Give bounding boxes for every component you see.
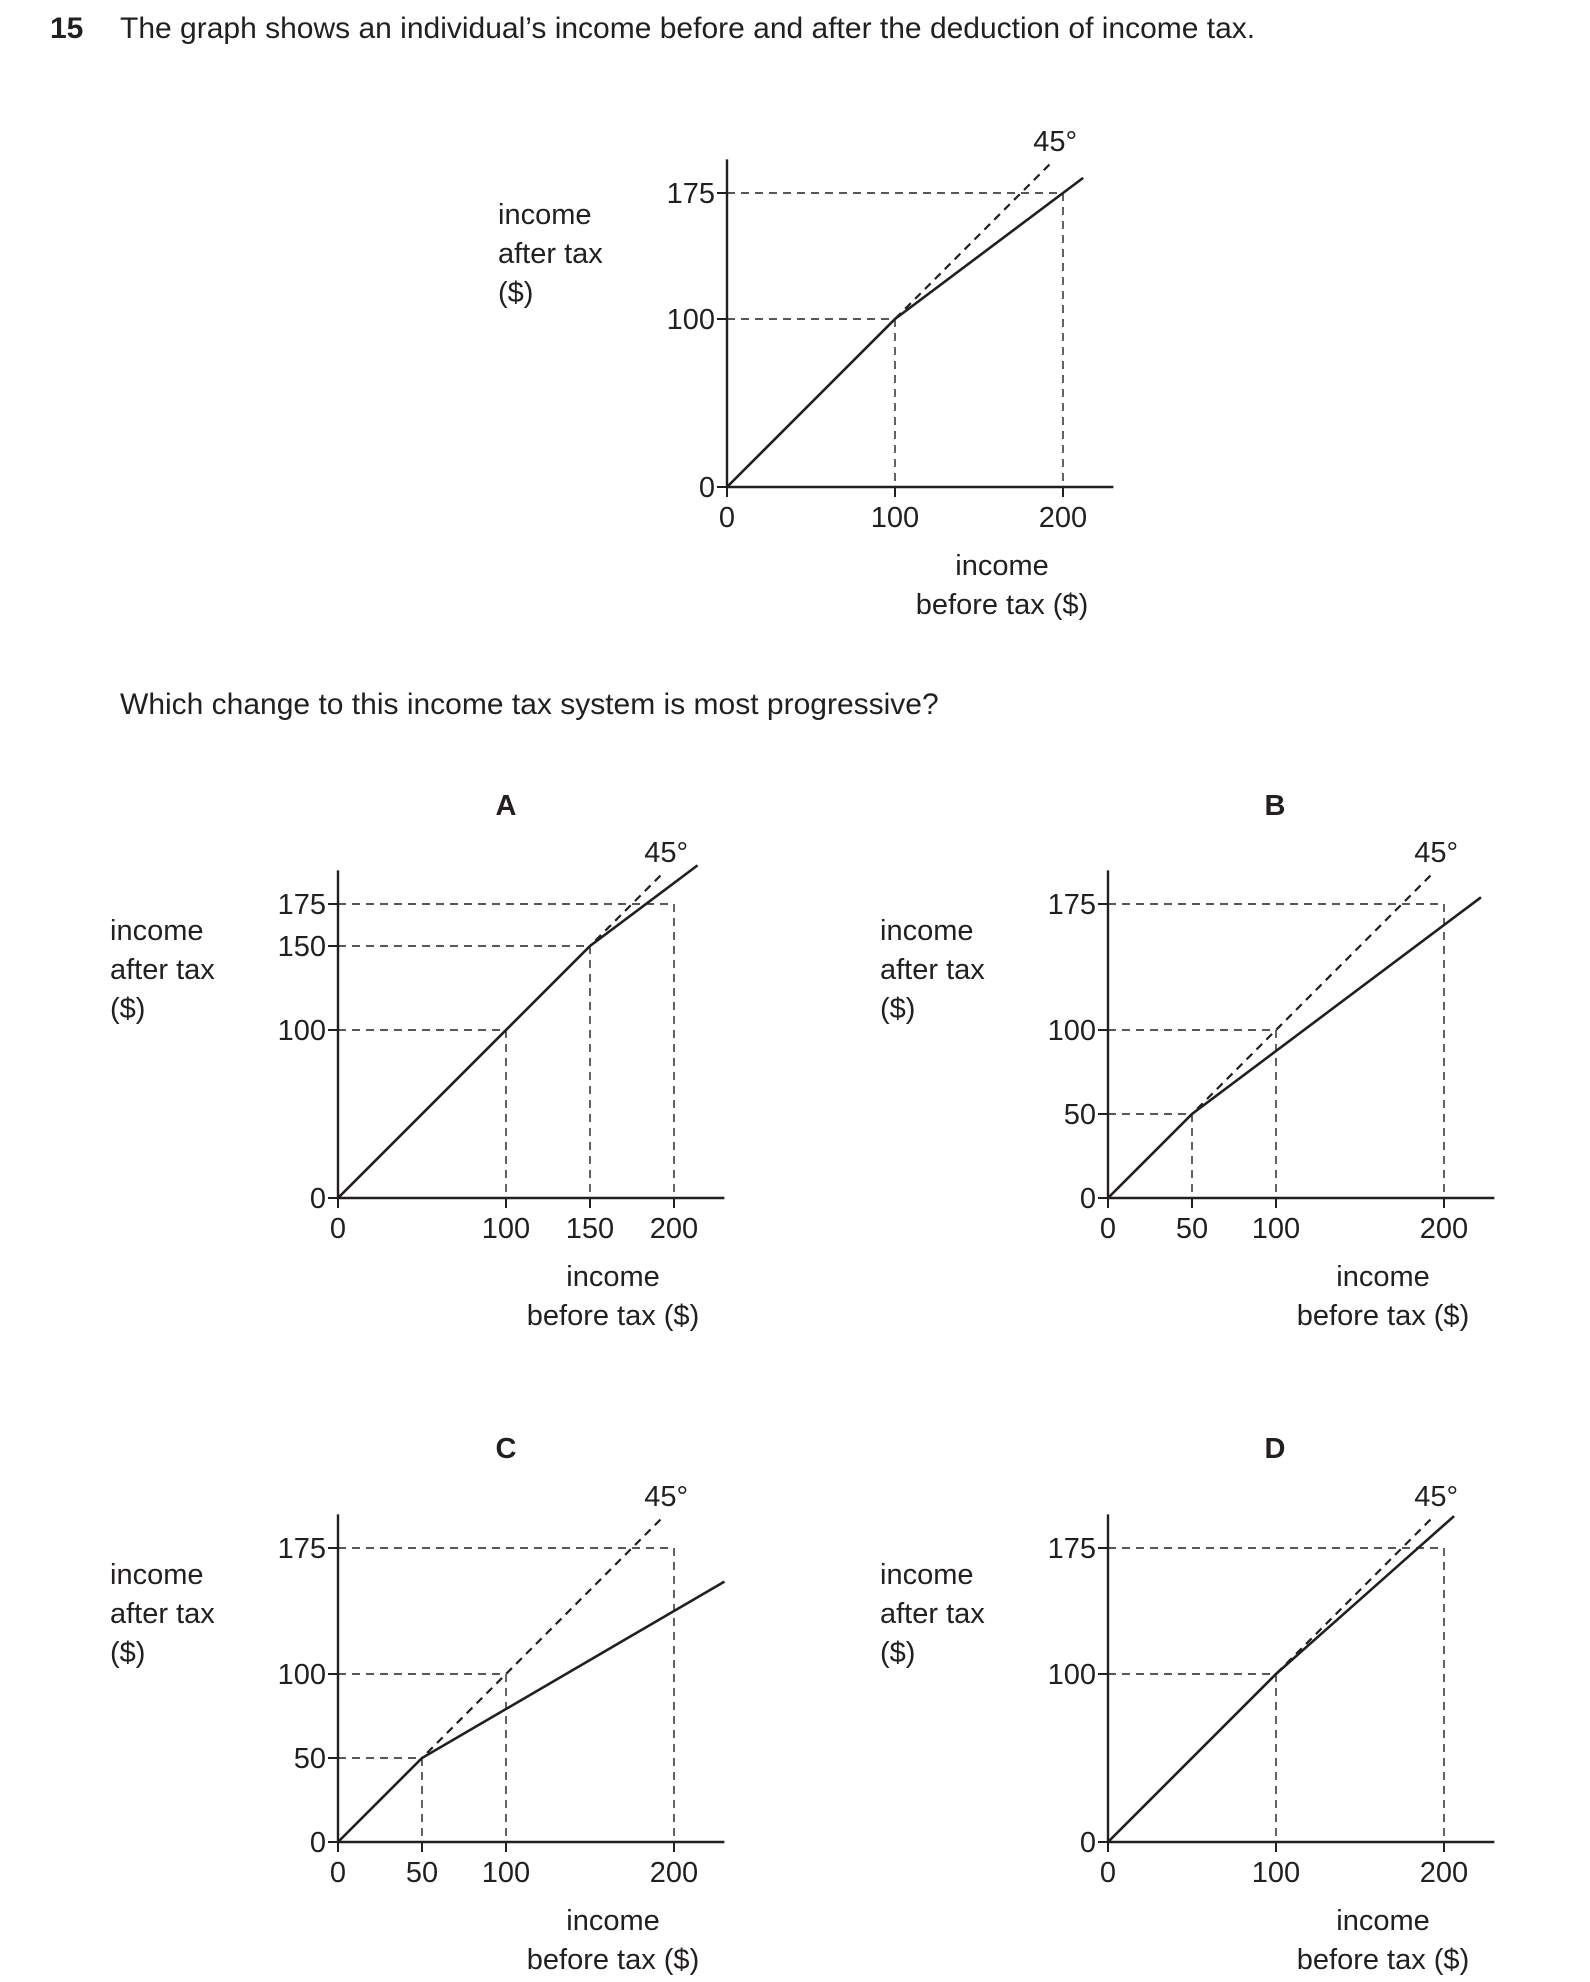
x-tick-label: 200 — [1419, 1857, 1469, 1889]
graph-d — [1048, 1481, 1495, 1976]
x-axis-label-line2: before tax ($) — [526, 1300, 700, 1332]
y-tick-label: 175 — [666, 178, 715, 210]
x-axis-label-line2: before tax ($) — [1296, 1300, 1470, 1332]
y-tick-label: 50 — [293, 1743, 326, 1775]
y-tick-label: 175 — [277, 889, 326, 921]
reference-line-label: 45° — [644, 836, 689, 869]
x-tick-label: 0 — [718, 502, 736, 534]
option-d-label: D — [1264, 1433, 1286, 1465]
x-tick-label: 150 — [565, 1213, 615, 1245]
question-text: The graph shows an individual’s income before and after the deduction of income tax. — [120, 12, 1256, 45]
x-axis-label-line1: income — [1336, 1905, 1430, 1937]
x-tick-label: 200 — [1038, 502, 1088, 534]
y-tick-label: 100 — [277, 1659, 326, 1691]
x-tick-label: 100 — [1251, 1857, 1301, 1889]
income-after-tax-line — [338, 865, 698, 1198]
x-tick-label: 0 — [1099, 1857, 1117, 1889]
y-tick-label: 0 — [698, 472, 715, 504]
x-axis-label-line2: before tax ($) — [1296, 1944, 1470, 1976]
x-tick-label: 100 — [481, 1213, 531, 1245]
x-tick-label: 100 — [870, 502, 920, 534]
y-tick-label: 0 — [309, 1827, 326, 1859]
income-after-tax-line — [727, 178, 1083, 487]
x-axis-label-line1: income — [955, 550, 1049, 582]
y-tick-label: 100 — [277, 1015, 326, 1047]
option-c-label: C — [495, 1433, 517, 1465]
c-y-axis-label: income after tax ($) — [110, 1559, 215, 1669]
y-tick-label: 150 — [277, 931, 326, 963]
b-y-axis-label: income after tax ($) — [880, 915, 985, 1025]
x-tick-label: 50 — [405, 1857, 439, 1889]
income-after-tax-line — [1108, 1516, 1454, 1842]
y-tick-label: 175 — [1047, 889, 1096, 921]
y-tick-label: 100 — [1047, 1659, 1096, 1691]
x-axis-label-line1: income — [566, 1905, 660, 1937]
a-y-axis-label: income after tax ($) — [110, 915, 215, 1025]
x-axis-label-line1: income — [566, 1261, 660, 1293]
x-axis-label-line2: before tax ($) — [915, 589, 1089, 621]
graph-b — [1048, 837, 1495, 1332]
d-y-axis-label: income after tax ($) — [880, 1559, 985, 1669]
y-tick-label: 175 — [1047, 1533, 1096, 1565]
main-y-axis-label: income after tax ($) — [498, 199, 603, 309]
x-tick-label: 0 — [329, 1857, 347, 1889]
reference-line-label: 45° — [1414, 1480, 1459, 1513]
y-tick-label: 0 — [309, 1183, 326, 1215]
x-tick-label: 0 — [1099, 1213, 1117, 1245]
x-tick-label: 200 — [649, 1213, 699, 1245]
x-tick-label: 200 — [649, 1857, 699, 1889]
x-tick-label: 0 — [329, 1213, 347, 1245]
reference-line-label: 45° — [1414, 836, 1459, 869]
income-after-tax-line — [338, 1582, 724, 1842]
y-tick-label: 0 — [1079, 1827, 1096, 1859]
main-graph — [667, 126, 1114, 621]
x-axis-label-line1: income — [1336, 1261, 1430, 1293]
x-axis-label-line2: before tax ($) — [526, 1944, 700, 1976]
option-a-label: A — [495, 790, 517, 822]
y-tick-label: 175 — [277, 1533, 326, 1565]
question-prompt: Which change to this income tax system is most progressive? — [120, 688, 939, 721]
graph-a — [278, 837, 725, 1332]
y-tick-label: 0 — [1079, 1183, 1096, 1215]
y-tick-label: 100 — [666, 304, 715, 336]
reference-line-label: 45° — [1033, 125, 1078, 158]
x-tick-label: 100 — [481, 1857, 531, 1889]
graph-c — [278, 1481, 725, 1976]
reference-line-label: 45° — [644, 1480, 689, 1513]
x-tick-label: 50 — [1175, 1213, 1209, 1245]
question-number: 15 — [50, 12, 84, 45]
y-tick-label: 100 — [1047, 1015, 1096, 1047]
option-b-label: B — [1264, 790, 1286, 822]
y-tick-label: 50 — [1063, 1099, 1096, 1131]
x-tick-label: 100 — [1251, 1213, 1301, 1245]
income-after-tax-line — [1108, 897, 1481, 1198]
x-tick-label: 200 — [1419, 1213, 1469, 1245]
